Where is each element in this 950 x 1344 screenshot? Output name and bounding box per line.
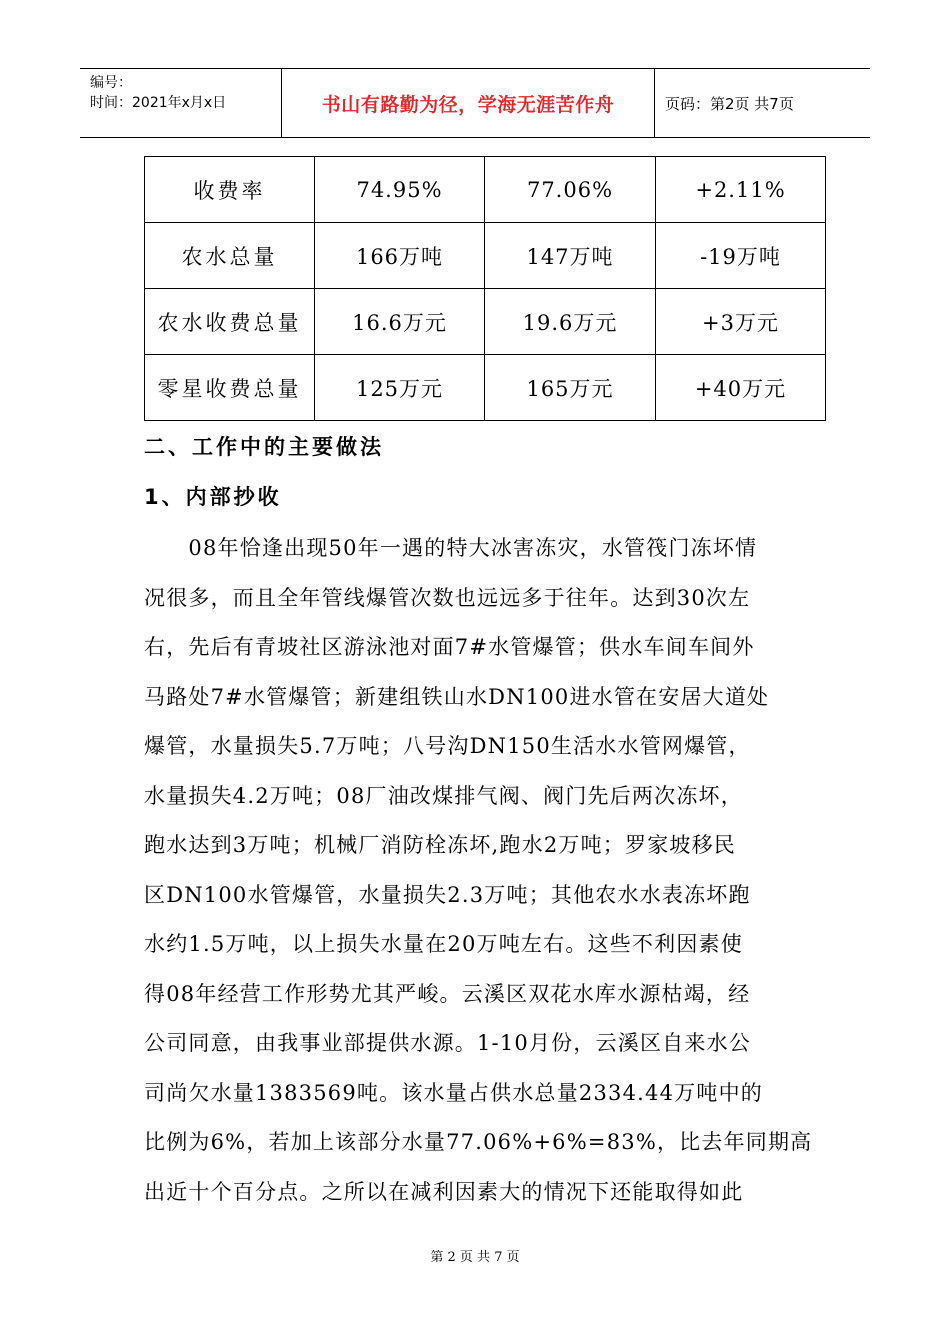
paragraph-line: 水量损失4.2万吨；08厂油改煤排气阀、阀门先后两次冻坏，	[144, 783, 743, 808]
paragraph-line: 司尚欠水量1383569吨。该水量占供水总量2334.44万吨中的	[144, 1080, 763, 1105]
paragraph-line: 08年恰逢出现50年一遇的特大冰害冻灾，水管筏门冻坏情	[144, 536, 758, 560]
body-paragraph	[144, 524, 813, 1217]
table-cell: +40万元	[656, 355, 826, 421]
table-cell: 147万吨	[485, 223, 656, 289]
table-row	[145, 355, 826, 421]
page-footer: 第 2 页 共 7 页	[430, 1250, 520, 1265]
paragraph-line: 出近十个百分点。之所以在减利因素大的情况下还能取得如此	[144, 1179, 744, 1204]
subsection-title: 1、内部抄收	[144, 485, 282, 509]
paragraph-line: 跑水达到3万吨；机械厂消防栓冻坏,跑水2万吨；罗家坡移民	[144, 833, 736, 857]
table-cell-label: 零星收费总量	[145, 355, 315, 421]
paragraph-line: 爆管，水量损失5.7万吨；八号沟DN150生活水水管网爆管，	[144, 734, 751, 758]
statistics-table	[144, 156, 826, 421]
table-cell-label: 农水收费总量	[145, 289, 315, 355]
section-title: 二、工作中的主要做法	[144, 435, 384, 459]
header-meta	[80, 69, 282, 137]
table-cell: 166万吨	[315, 223, 485, 289]
header-motto-cell	[282, 69, 655, 137]
page-header	[80, 68, 870, 138]
table-cell: 19.6万元	[485, 289, 656, 355]
document-date-label: 时间：2021年x月x日	[90, 95, 227, 111]
paragraph-line: 比例为6%，若加上该部分水量77.06%+6%=83%，比去年同期高	[144, 1130, 813, 1154]
table-row	[145, 157, 826, 223]
table-row	[145, 289, 826, 355]
header-page-code: 页码：第2页 共7页	[665, 94, 794, 113]
paragraph-line: 区DN100水管爆管，水量损失2.3万吨；其他农水水表冻坏跑	[144, 882, 751, 907]
table-row	[145, 223, 826, 289]
table-cell: 165万元	[485, 355, 656, 421]
table-cell: -19万吨	[656, 223, 826, 289]
table-cell: 16.6万元	[315, 289, 485, 355]
paragraph-line: 马路处7#水管爆管；新建组铁山水DN100进水管在安居大道处	[144, 684, 770, 709]
header-motto: 书山有路勤为径，学海无涯苦作舟	[321, 93, 615, 116]
paragraph-line: 水约1.5万吨，以上损失水量在20万吨左右。这些不利因素使	[144, 932, 743, 956]
paragraph-line: 况很多，而且全年管线爆管次数也远远多于往年。达到30次左	[144, 585, 751, 610]
paragraph-line: 公司同意，由我事业部提供水源。1-10月份，云溪区自来水公	[144, 1031, 751, 1055]
paragraph-line: 右，先后有青坡社区游泳池对面7#水管爆管；供水车间车间外	[144, 635, 755, 659]
paragraph-line: 得08年经营工作形势尤其严峻。云溪区双花水库水源枯竭，经	[144, 981, 751, 1006]
table-cell: 77.06%	[485, 157, 656, 223]
table-cell: 74.95%	[315, 157, 485, 223]
table-cell-label: 收费率	[145, 157, 315, 223]
table-cell: +2.11%	[656, 157, 826, 223]
table-cell: +3万元	[656, 289, 826, 355]
table-cell: 125万元	[315, 355, 485, 421]
document-number-label: 编号：	[90, 75, 132, 91]
table-cell-label: 农水总量	[145, 223, 315, 289]
